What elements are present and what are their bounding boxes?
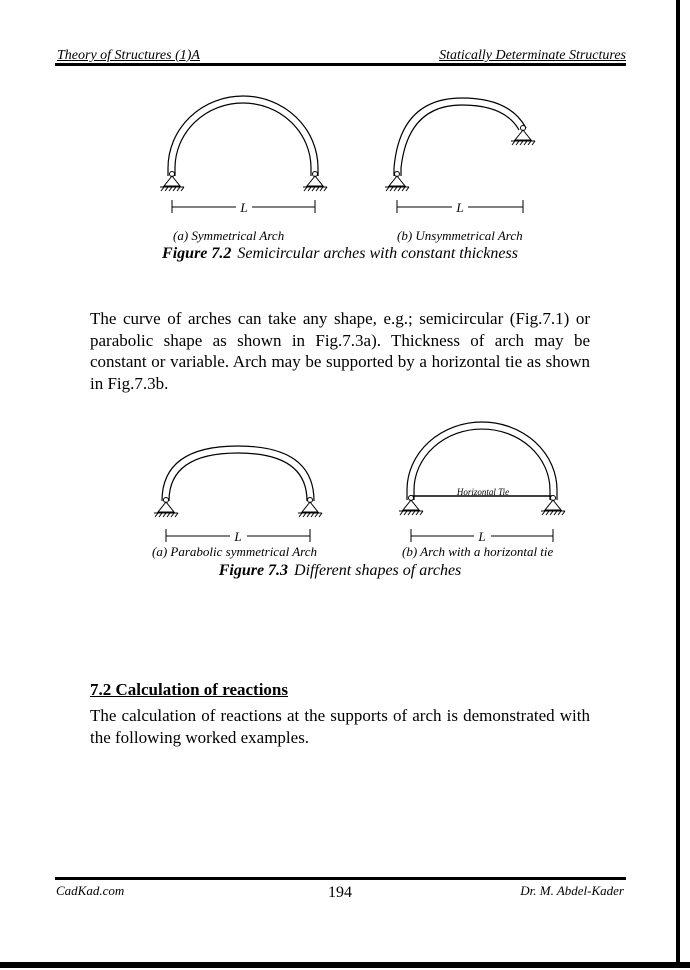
page-border-bottom xyxy=(0,962,690,968)
support-b-right xyxy=(511,126,535,146)
figure-7-3-caption-number: Figure 7.3 xyxy=(218,562,289,579)
figure-7-3-caption xyxy=(0,562,680,580)
body-paragraph-1: The curve of arches can take any shape, e.g.; semicircular (Fig.7.1) or parabolic shape as shown in Fig.7.3a). Thickness of arch may be constant or variable. Arch may be supported by a horizontal tie as shown in Fig.7.3b. xyxy=(90,309,590,393)
figure-7-2-subcaption-b: (b) Unsymmetrical Arch xyxy=(397,228,523,243)
header-left-title: Theory of Structures (1)A xyxy=(57,48,200,63)
section-paragraph: The calculation of reactions at the supports of arch is demonstrated with the following worked examples. xyxy=(90,706,590,747)
horizontal-tie-label: Horizontal Tie xyxy=(456,487,510,497)
support-parabolic-right xyxy=(298,498,322,518)
parabolic-arch xyxy=(162,446,314,501)
figure-7-3-subcaption-b: (b) Arch with a horizontal tie xyxy=(402,544,554,559)
figure-7-2-caption-number: Figure 7.2 xyxy=(162,245,232,262)
support-b-left xyxy=(385,172,409,192)
unsymmetrical-arch xyxy=(394,98,526,176)
figure-7-2-caption xyxy=(0,245,680,263)
figure-7-2-caption-text: Semicircular arches with constant thickness xyxy=(237,245,518,262)
section-heading: 7.2 Calculation of reactions xyxy=(90,680,289,699)
support-a-left xyxy=(160,172,184,192)
figure-7-2-subcaption-a: (a) Symmetrical Arch xyxy=(173,228,285,243)
support-a-right xyxy=(303,172,327,192)
support-tied-right xyxy=(541,496,565,516)
figure-7-2-drawing xyxy=(0,0,680,230)
span-label-tied: L xyxy=(478,529,486,544)
span-label-parabolic: L xyxy=(234,529,242,544)
footer-author: Dr. M. Abdel-Kader xyxy=(520,883,624,898)
header-right-title: Statically Determinate Structures xyxy=(439,48,626,63)
figure-7-3-subcaption-a: (a) Parabolic symmetrical Arch xyxy=(152,544,317,559)
span-label-b: L xyxy=(456,200,464,215)
support-parabolic-left xyxy=(154,498,178,518)
symmetrical-arch xyxy=(168,96,318,176)
footer-website: CadKad.com xyxy=(56,883,125,898)
footer-rule xyxy=(55,877,626,880)
support-tied-left xyxy=(399,496,423,516)
figure-7-3-drawing xyxy=(0,400,680,550)
page-number: 194 xyxy=(328,884,352,901)
span-label-a: L xyxy=(240,200,248,215)
figure-7-3-caption-text: Different shapes of arches xyxy=(294,562,462,579)
